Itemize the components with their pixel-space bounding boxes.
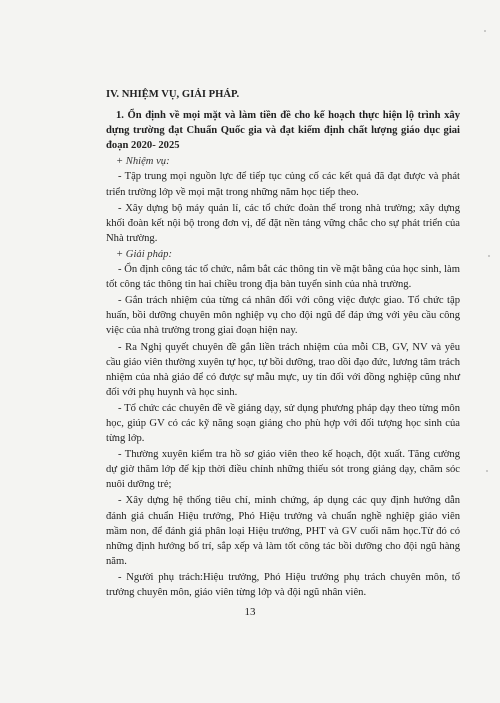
solution-item: - Gắn trách nhiệm của từng cá nhân đối với công việc được giao. Tổ chức tập huấn, bồi dưỡng chuyên môn nghiệp vụ cho đội ngũ để đáp ứng với yêu cầu công việc của nhà trường trong giai đoạn hiện nay.	[106, 295, 460, 337]
scan-speck	[484, 30, 486, 32]
solution-item: - Thường xuyên kiểm tra hồ sơ giáo viên theo kế hoạch, đột xuất. Tăng cường dự giờ thăm lớp để kịp thời điều chỉnh những thiếu sót trong giảng dạy, chăm sóc nuôi dưỡng trẻ;	[106, 449, 460, 491]
task-item: - Xây dựng bộ máy quản lí, các tổ chức đoàn thể trong nhà trường; xây dựng khối đoàn kết nội bộ trong đơn vị, để đặt nền tảng vững chắc cho sự phát triển của Nhà trường.	[106, 202, 460, 244]
solution-item: - Xây dựng hệ thống tiêu chí, minh chứng, áp dụng các quy định hướng dẫn đánh giá chuẩn Hiệu trưởng, Phó Hiệu trưởng và chuẩn nghề nghiệp giáo viên mầm non, để đánh giá phân loại Hiệu trưởng, PHT và GV cuối năm học.Từ đó có những định hướng bố trí, sắp xếp và làm tốt công tác bồi dưỡng cho đội ngũ hàng năm.	[106, 495, 460, 567]
solutions-label: + Giải pháp:	[116, 248, 172, 260]
page-number: 13	[244, 606, 256, 618]
section-subheading: 1. Ổn định về mọi mặt và làm tiền đề cho kế hoạch thực hiện lộ trình xây dựng trường đạt Chuẩn Quốc gia và đạt kiểm định chất lượng giáo dục giai đoạn 2020- 2025	[106, 110, 460, 152]
section-heading: IV. NHIỆM VỤ, GIẢI PHÁP.	[106, 89, 240, 100]
tasks-label: + Nhiệm vụ:	[116, 156, 170, 168]
scan-speck	[486, 470, 488, 472]
scan-speck	[488, 255, 490, 257]
solution-item: - Người phụ trách:Hiệu trưởng, Phó Hiệu trưởng phụ trách chuyên môn, tổ trưởng chuyên môn, giáo viên từng lớp và đội ngũ nhân viên.	[106, 571, 460, 598]
solution-item: - Ra Nghị quyết chuyên đề gắn liền trách nhiệm của mỗi CB, GV, NV và yêu cầu giáo viên thường xuyên tự học, tự bồi dưỡng, trao dồi đạo đức, lương tâm trách nhiệm của nhà giáo để có được sự mẫu mực, uy tín đối với đồng nghiệp cũng như đối với phụ huynh và học sinh.	[106, 341, 460, 398]
task-item: - Tập trung mọi nguồn lực để tiếp tục củng cố các kết quả đã đạt được và phát triển trường lớp về mọi mặt trong những năm học tiếp theo.	[106, 171, 460, 198]
solution-item: - Ổn định công tác tổ chức, nắm bắt các thông tin về mặt bằng của học sinh, làm tốt công tác thông tin hai chiều trong địa bàn tuyển sinh của nhà trường.	[106, 264, 460, 291]
solution-item: - Tổ chức các chuyên đề về giảng dạy, sử dụng phương pháp dạy theo từng môn học, giúp GV có các kỹ năng soạn giảng cho phù hợp với đối tượng học sinh của từng lớp.	[106, 402, 460, 445]
